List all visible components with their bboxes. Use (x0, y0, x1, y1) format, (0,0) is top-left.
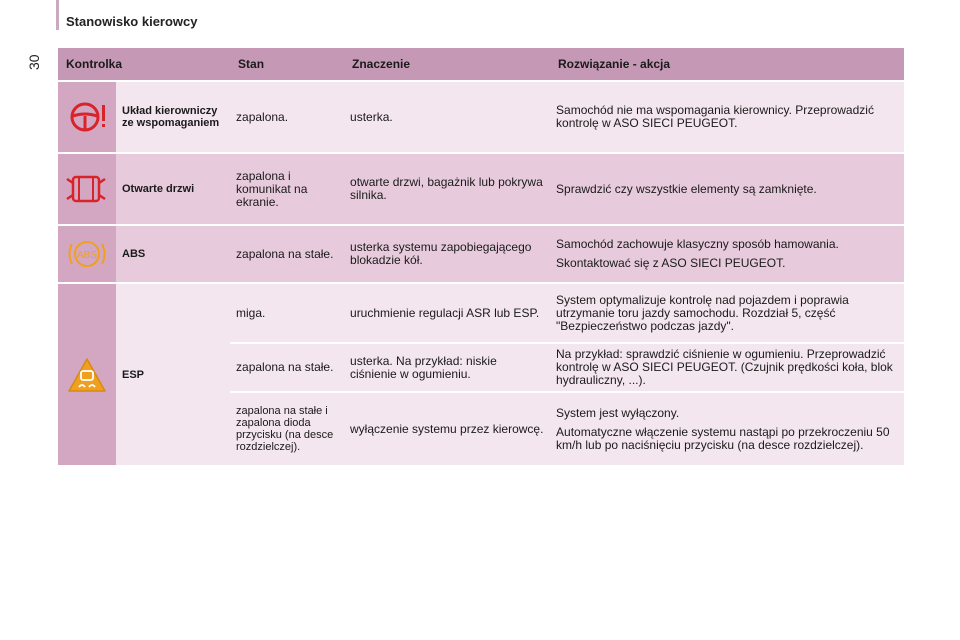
name-steering: Układ kierowniczy ze wspomaganiem (116, 82, 230, 152)
header-stan: Stan (230, 48, 344, 80)
steering-wheel-warning-icon (58, 99, 116, 135)
state-abs: zapalona na stałe. (230, 226, 344, 282)
action-esp-3-line1: System jest wyłączony. (556, 405, 680, 420)
action-esp-2: Na przykład: sprawdzić ciśnienie w ogumieniu. Przeprowadzić kontrolę w ASO SIECI PEUGEOT. (Czujnik prędkości koła, blok hydrauliczny, ...). (550, 344, 904, 391)
meaning-esp-2: usterka. Na przykład: niskie ciśnienie w ogumieniu. (344, 344, 550, 391)
action-doors: Sprawdzić czy wszystkie elementy są zamknięte. (550, 154, 904, 224)
section-title: Stanowisko kierowcy (66, 14, 198, 29)
table-row (58, 154, 904, 224)
action-abs (550, 226, 904, 282)
action-abs-line1: Samochód zachowuje klasyczny sposób hamowania. (556, 237, 839, 251)
page-number: 30 (26, 54, 42, 70)
action-abs-line2: Skontaktować się z ASO SIECI PEUGEOT. (556, 256, 786, 270)
esp-triangle-icon (58, 355, 116, 395)
meaning-abs: usterka systemu zapobiegającego blokadzie kół. (344, 226, 550, 282)
name-abs: ABS (116, 226, 230, 282)
table-header-row (58, 48, 904, 80)
svg-text:ABS: ABS (76, 250, 98, 261)
section-marker (56, 0, 59, 30)
state-doors: zapalona i komunikat na ekranie. (230, 154, 344, 224)
header-rozwiazanie: Rozwiązanie - akcja (550, 48, 904, 80)
state-esp-2: zapalona na stałe. (230, 344, 344, 391)
open-doors-icon (58, 171, 116, 207)
name-doors: Otwarte drzwi (116, 154, 230, 224)
icon-cell (58, 226, 116, 282)
meaning-doors: otwarte drzwi, bagażnik lub pokrywa silnika. (344, 154, 550, 224)
meaning-esp-3: wyłączenie systemu przez kierowcę. (344, 393, 550, 465)
header-znaczenie: Znaczenie (344, 48, 550, 80)
table-row (58, 226, 904, 282)
table-row (58, 284, 904, 342)
abs-icon (58, 237, 116, 271)
action-esp-3 (550, 393, 904, 465)
action-esp-1: System optymalizuje kontrolę nad pojazdem i poprawia utrzymanie toru jazdy samochodu. Rozdział 5, część "Bezpieczeństwo podczas jazdy". (550, 284, 904, 342)
state-esp-1: miga. (230, 284, 344, 342)
meaning-esp-1: uruchmienie regulacji ASR lub ESP. (344, 284, 550, 342)
state-esp-3: zapalona na stałe i zapalona dioda przycisku (na desce rozdzielczej). (230, 393, 344, 465)
warning-lights-table (58, 46, 904, 467)
icon-cell (58, 284, 116, 465)
table-row (58, 82, 904, 152)
icon-cell (58, 82, 116, 152)
meaning-steering: usterka. (344, 82, 550, 152)
action-esp-3-line2: Automatyczne włączenie systemu nastąpi po przekroczeniu 50 km/h lub po naciśnięciu przycisku (na desce rozdzielczej). (556, 424, 890, 452)
state-steering: zapalona. (230, 82, 344, 152)
name-esp: ESP (116, 284, 230, 465)
action-steering: Samochód nie ma wspomagania kierownicy. Przeprowadzić kontrolę w ASO SIECI PEUGEOT. (550, 82, 904, 152)
icon-cell (58, 154, 116, 224)
header-kontrolka: Kontrolka (58, 48, 230, 80)
